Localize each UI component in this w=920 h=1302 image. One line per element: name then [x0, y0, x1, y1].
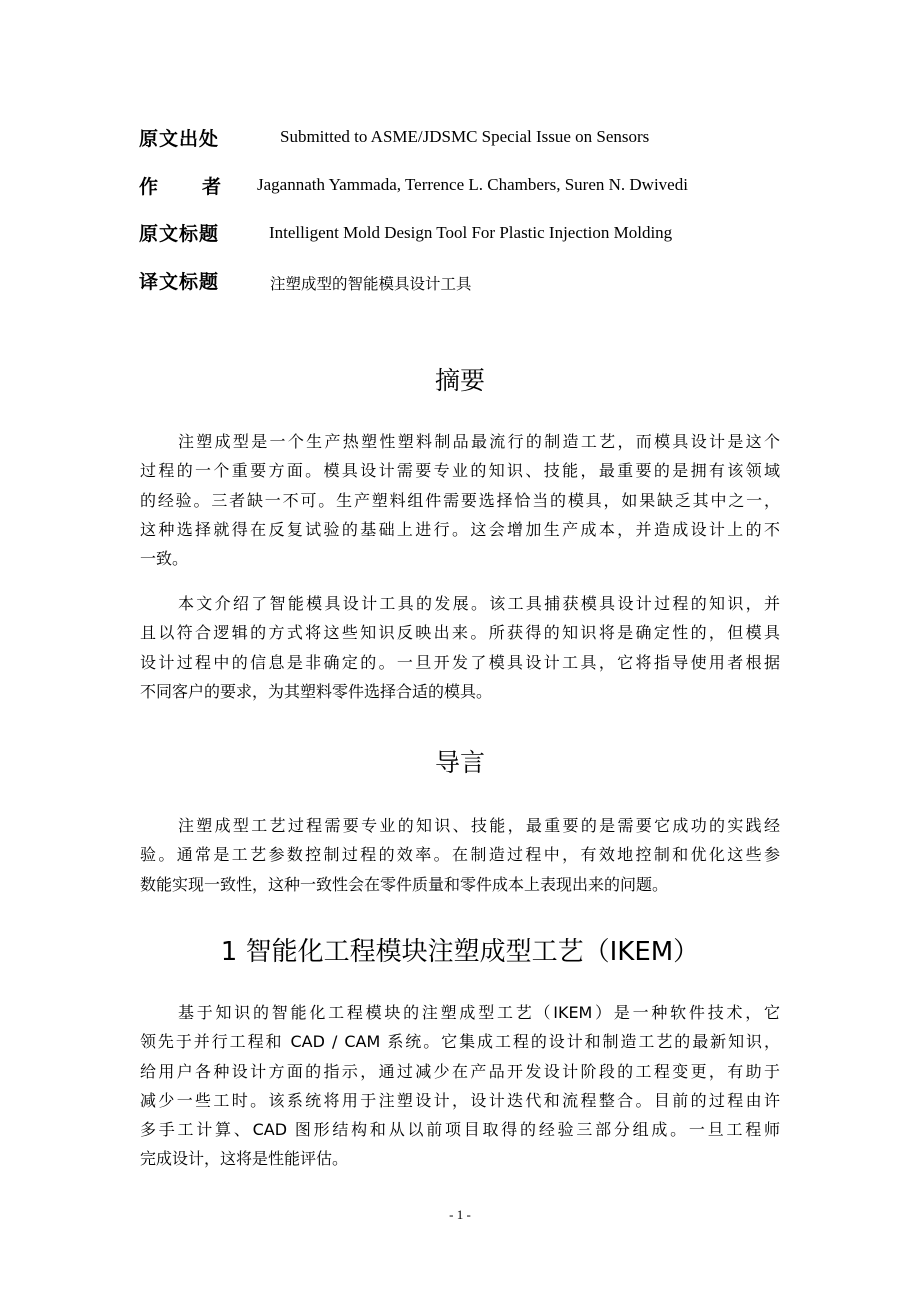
meta-original-title-row [139, 216, 219, 248]
intro-p1-line-3: 数能实现一致性，这种一致性会在零件质量和零件成本上表现出来的问题。 [140, 874, 669, 894]
intro-p1-line-1: 注塑成型工艺过程需要专业的知识、技能，最重要的是需要它成功的实践经 [178, 816, 780, 835]
introduction-heading: 导言 [434, 748, 485, 777]
abstract-p1-line-3: 的经验。三者缺一不可。生产塑料组件需要选择恰当的模具，如果缺乏其中之一， [140, 490, 780, 510]
meta-source-value: Submitted to ASME/JDSMC Special Issue on Sensors [280, 127, 650, 146]
abstract-p2-line-2: 且以符合逻辑的方式将这些知识反映出来。所获得的知识将是确定性的，但模具 [140, 623, 780, 643]
page-number: - 1 - [449, 1207, 471, 1222]
intro-p1-line-2: 验。通常是工艺参数控制过程的效率。在制造过程中，有效地控制和优化这些参 [140, 845, 780, 865]
section1-heading: 1 智能化工程模块注塑成型工艺（IKEM） [220, 937, 700, 967]
s1-p1-line-6: 完成设计，这将是性能评估。 [140, 1149, 349, 1169]
abstract-p2-line-3: 设计过程中的信息是非确定的。一旦开发了模具设计工具，它将指导使用者根据 [140, 652, 780, 672]
s1-p1-line-2: 领先于并行工程和 CAD / CAM 系统。它集成工程的设计和制造工艺的最新知识， [140, 1032, 780, 1052]
meta-authors-label: 作者 [139, 175, 266, 198]
meta-original-title-label: 原文标题 [139, 222, 220, 245]
meta-translated-title-value: 注塑成型的智能模具设计工具 [270, 275, 472, 293]
abstract-p1-line-1: 注塑成型是一个生产热塑性塑料制品最流行的制造工艺，而模具设计是这个 [178, 432, 780, 451]
abstract-paragraph-1 [140, 427, 780, 573]
abstract-p1-line-5: 一致。 [140, 549, 189, 569]
meta-translated-title-label: 译文标题 [139, 270, 220, 293]
meta-source-row [139, 121, 219, 153]
meta-original-title-value: Intelligent Mold Design Tool For Plastic Injection Molding [269, 223, 673, 242]
meta-source-label: 原文出处 [139, 127, 220, 150]
introduction-paragraph-1 [140, 811, 780, 899]
abstract-heading: 摘要 [434, 366, 485, 395]
abstract-p1-line-2: 过程的一个重要方面。模具设计需要专业的知识、技能，最重要的是拥有该领域 [140, 461, 780, 481]
s1-p1-line-1: 基于知识的智能化工程模块的注塑成型工艺（IKEM）是一种软件技术，它 [178, 1003, 780, 1022]
abstract-p2-line-4: 不同客户的要求，为其塑料零件选择合适的模具。 [140, 681, 493, 701]
meta-translated-title-row [139, 264, 219, 296]
abstract-paragraph-2 [140, 589, 780, 706]
abstract-p1-line-4: 这种选择就得在反复试验的基础上进行。这会增加生产成本，并造成设计上的不 [140, 519, 780, 539]
meta-authors-row [139, 169, 265, 201]
s1-p1-line-4: 减少一些工时。该系统将用于注塑设计，设计迭代和流程整合。目前的过程由许 [140, 1090, 780, 1110]
meta-authors-value: Jagannath Yammada, Terrence L. Chambers, Suren N. Dwivedi [257, 175, 688, 194]
section1-paragraph-1 [140, 998, 780, 1174]
abstract-p2-line-1: 本文介绍了智能模具设计工具的发展。该工具捕获模具设计过程的知识，并 [178, 594, 780, 613]
s1-p1-line-5: 多手工计算、CAD 图形结构和从以前项目取得的经验三部分组成。一旦工程师 [140, 1120, 780, 1140]
s1-p1-line-3: 给用户各种设计方面的指示，通过减少在产品开发设计阶段的工程变更，有助于 [140, 1061, 780, 1081]
